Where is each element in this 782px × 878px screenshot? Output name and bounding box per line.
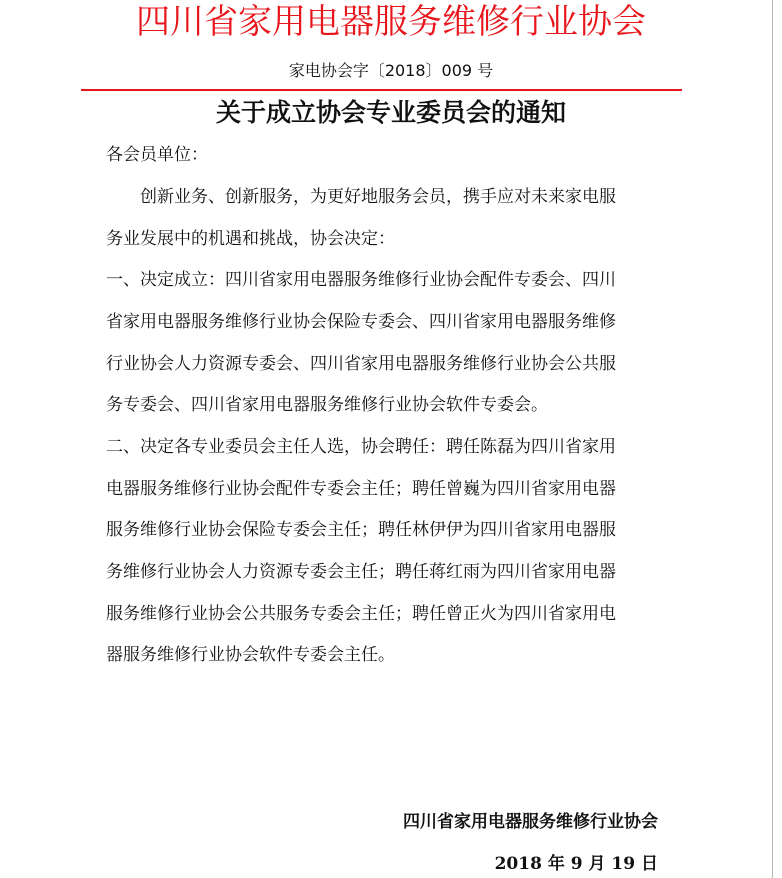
document-number: 家电协会字〔2018〕009 号 [288, 61, 494, 80]
organization-header-title: 四川省家用电器服务维修行业协会 [136, 2, 646, 42]
signature-organization: 四川省家用电器服务维修行业协会 [403, 812, 658, 832]
body-line-1: 创新业务、创新服务，为更好地服务会员，携手应对未来家电服 [106, 187, 616, 207]
body-line-7: 二、决定各专业委员会主任人选，协会聘任：聘任陈磊为四川省家用 [106, 437, 616, 457]
body-line-12: 器服务维修行业协会软件专委会主任。 [106, 645, 395, 665]
body-line-2: 务业发展中的机遇和挑战，协会决定： [106, 229, 395, 249]
body-line-9: 服务维修行业协会保险专委会主任；聘任林伊伊为四川省家用电器服 [106, 520, 616, 540]
body-line-11: 服务维修行业协会公共服务专委会主任；聘任曾正火为四川省家用电 [106, 604, 616, 624]
body-line-3: 一、决定成立：四川省家用电器服务维修行业协会配件专委会、四川 [106, 270, 616, 290]
body-line-5: 行业协会人力资源专委会、四川省家用电器服务维修行业协会公共服 [106, 354, 616, 374]
red-header-rule [81, 89, 682, 91]
body-line-4: 省家用电器服务维修行业协会保险专委会、四川省家用电器服务维修 [106, 312, 616, 332]
body-line-8: 电器服务维修行业协会配件专委会主任；聘任曾巍为四川省家用电器 [106, 479, 616, 499]
notice-title: 关于成立协会专业委员会的通知 [215, 98, 566, 127]
body-line-6: 务专委会、四川省家用电器服务维修行业协会软件专委会。 [106, 395, 548, 415]
signature-date: 2018 年 9 月 19 日 [494, 854, 658, 874]
salutation: 各会员单位： [106, 145, 208, 165]
body-line-10: 务维修行业协会人力资源专委会主任；聘任蒋红雨为四川省家用电器 [106, 562, 616, 582]
page-edge-divider [772, 0, 773, 878]
